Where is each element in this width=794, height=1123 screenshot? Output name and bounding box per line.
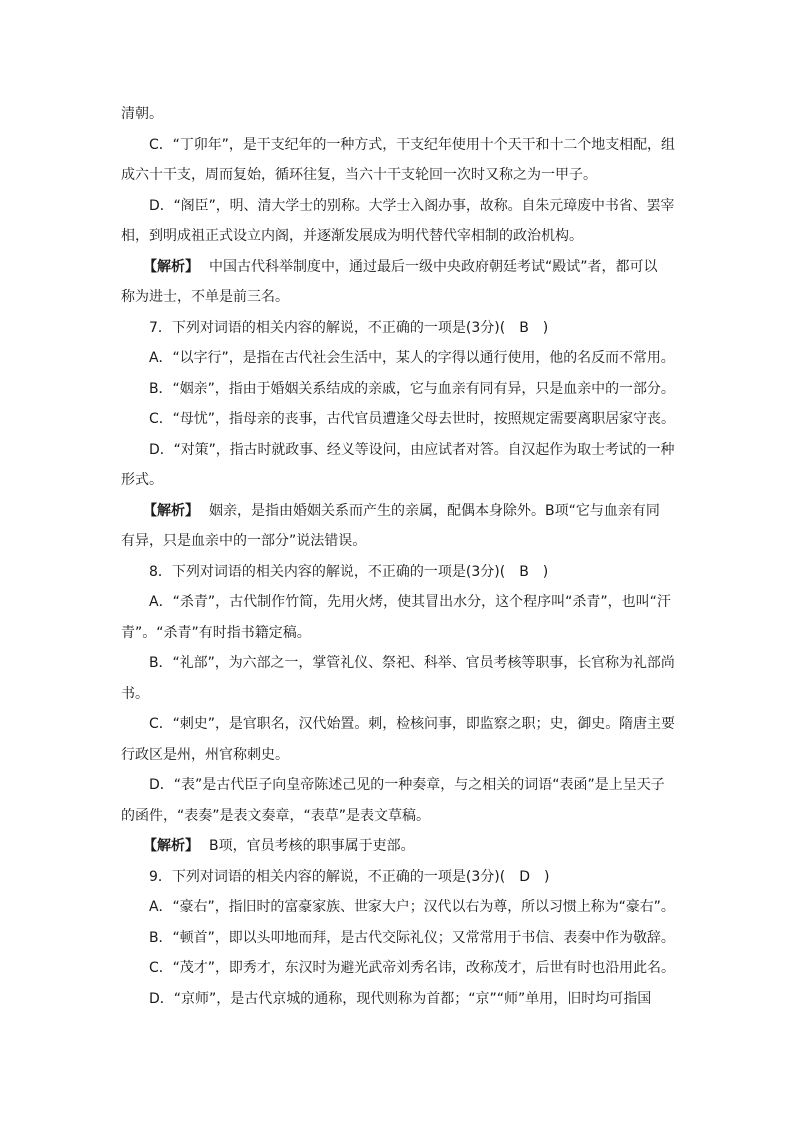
option-c-line: C．“刺史”，是官职名，汉代始置。刺，检核问事，即监察之职；史，御史。隋唐主要 — [149, 716, 675, 732]
text-line: 有异，只是血亲中的一部分”说法错误。 — [121, 533, 367, 549]
option-b-line: B．“姻亲”，指由于婚姻关系结成的亲戚，它与血亲有同有异，只是血亲中的一部分。 — [149, 380, 675, 397]
analysis-label: 【解析】 — [143, 502, 199, 519]
option-a-line: A．“以字行”，是指在古代社会生活中，某人的字得以通行使用，他的名反而不常用。 — [149, 350, 675, 366]
text-line: 相，到明成祖正式设立内阁，并逐渐发展成为明代替代宰相制的政治机构。 — [121, 228, 583, 244]
question-7-line: 7．下列对词语的相关内容的解说，不正确的一项是(3分)( B ) — [149, 319, 549, 336]
option-b-line: B．“礼部”，为六部之一，掌管礼仪、祭祀、科举、官员考核等职事，长官称为礼部尚 — [149, 655, 675, 671]
text-line: 称为进士，不单是前三名。 — [121, 289, 289, 305]
option-a-line: A．“豪右”，指旧时的富豪家族、世家大户；汉代以右为尊，所以习惯上称为“豪右”。 — [149, 899, 675, 915]
text-line: 清朝。 — [121, 106, 163, 122]
text-line: 形式。 — [121, 472, 163, 488]
analysis-label: 【解析】 — [143, 258, 199, 275]
option-d-line: D．“京师”，是古代京城的通称，现代则称为首都；“京”“师”单用，旧时均可指国 — [149, 990, 652, 1007]
option-a-line: A．“杀青”，古代制作竹简，先用火烤，使其冒出水分，这个程序叫“杀青”，也叫“汗 — [149, 594, 671, 610]
option-d-line: D．“阁臣”，明、清大学士的别称。大学士入阁办事，故称。自朱元璋废中书省、罢宰 — [149, 197, 675, 214]
text-line: 青”。“杀青”有时指书籍定稿。 — [121, 624, 311, 641]
option-b-line: B．“顿首”，即以头叩地而拜，是古代交际礼仪；又常常用于书信、表奏中作为敬辞。 — [149, 929, 675, 946]
option-d-line: D．“表”是古代臣子向皇帝陈述己见的一种奏章，与之相关的词语“表函”是上呈天子 — [149, 777, 665, 793]
question-8-line: 8．下列对词语的相关内容的解说，不正确的一项是(3分)( B ) — [149, 563, 549, 580]
question-9-line: 9．下列对词语的相关内容的解说，不正确的一项是(3分)( D ) — [149, 868, 550, 885]
text-line: 的函件，“表奏”是表文奏章，“表草”是表文草稿。 — [121, 807, 431, 824]
option-c-line: C．“丁卯年”，是干支纪年的一种方式，干支纪年使用十个天干和十二个地支相配，组 — [149, 136, 675, 153]
document-page — [121, 99, 675, 1014]
option-c-line: C．“茂才”，即秀才，东汉时为避光武帝刘秀名讳，改称茂才，后世有时也沿用此名。 — [149, 960, 675, 976]
analysis-line — [121, 252, 675, 283]
text-line: 行政区是州，州官称刺史。 — [121, 746, 289, 763]
analysis-text: B项，官员考核的职事属于吏部。 — [209, 838, 415, 854]
analysis-line — [121, 831, 675, 862]
text-line: 书。 — [121, 685, 149, 702]
analysis-label: 【解析】 — [143, 838, 199, 854]
analysis-text: 姻亲，是指由婚姻关系而产生的亲属，配偶本身除外。B项“它与血亲有同 — [209, 502, 660, 519]
analysis-line — [121, 496, 675, 527]
option-d-line: D．“对策”，指古时就政事、经义等设问，由应试者对答。自汉起作为取士考试的一种 — [149, 441, 675, 458]
option-c-line: C．“母忧”，指母亲的丧事，古代官员遭逢父母去世时，按照规定需要离职居家守丧。 — [149, 411, 675, 427]
analysis-text: 中国古代科举制度中，通过最后一级中央政府朝廷考试“殿试”者，都可以 — [209, 258, 658, 275]
text-line: 成六十干支，周而复始，循环往复，当六十干支轮回一次时又称之为一甲子。 — [121, 167, 597, 183]
